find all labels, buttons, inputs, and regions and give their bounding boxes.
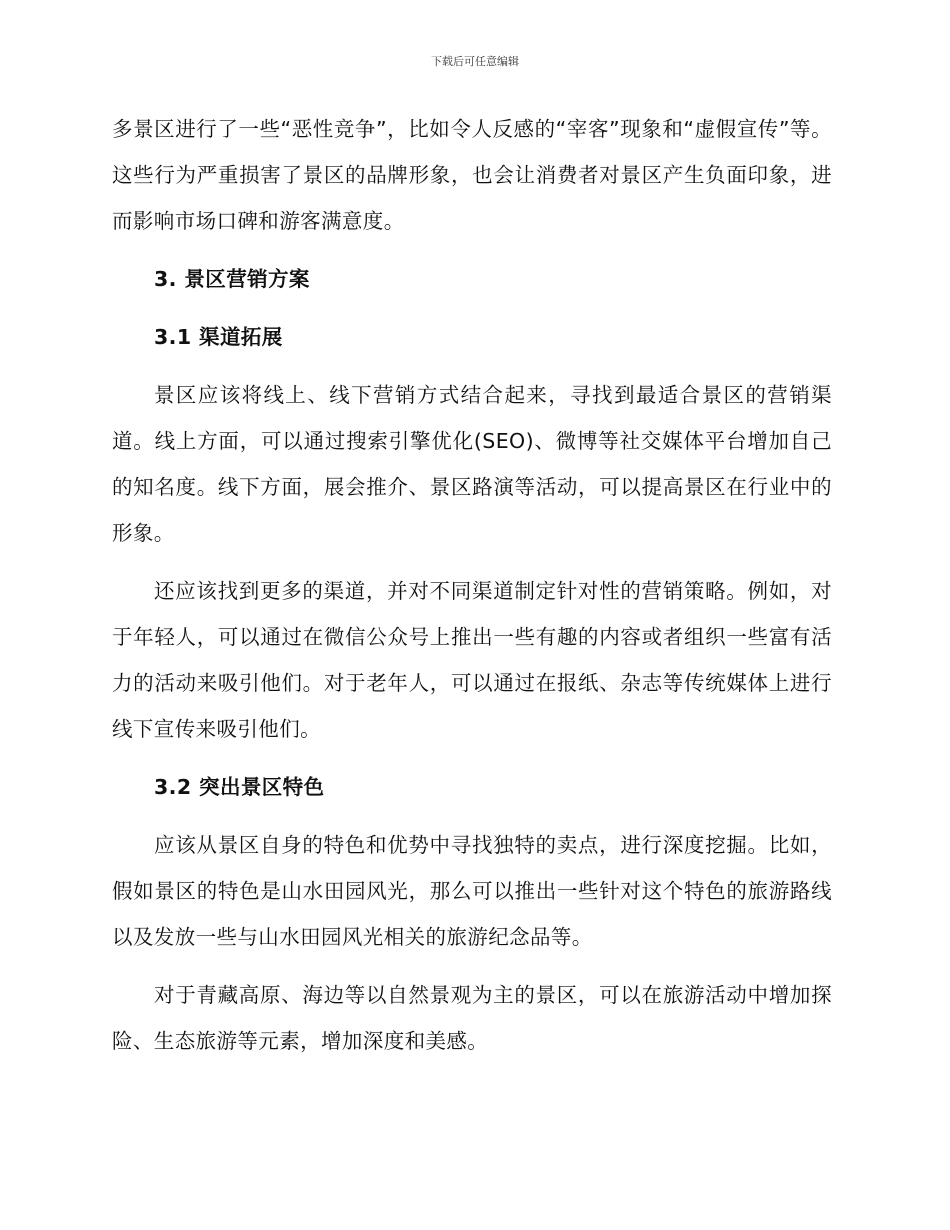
subsection-heading-3-1: 3.1 渠道拓展 xyxy=(154,325,283,349)
paragraph-channels-2: 还应该找到更多的渠道，并对不同渠道制定针对性的营销策略。例如，对于年轻人，可以通过在微信公众号上推出一些有趣的内容或者组织一些富有活力的活动来吸引他们。对于老年人，可以通过在报纸、杂志等传统媒体上进行线下宣传来吸引他们。 xyxy=(112,579,832,741)
document-body xyxy=(112,106,832,1064)
subsection-heading-3-2: 3.2 突出景区特色 xyxy=(154,775,325,799)
paragraph-channels-1: 景区应该将线上、线下营销方式结合起来，寻找到最适合景区的营销渠道。线上方面，可以通过搜索引擎优化(SEO)、微博等社交媒体平台增加自己的知名度。线下方面，展会推介、景区路演等活动，可以提高景区在行业中的形象。 xyxy=(112,383,832,545)
paragraph-features-2: 对于青藏高原、海边等以自然景观为主的景区，可以在旅游活动中增加探险、生态旅游等元素，增加深度和美感。 xyxy=(112,983,832,1053)
page-header: 下载后可任意编辑 xyxy=(431,55,519,68)
paragraph-features-1: 应该从景区自身的特色和优势中寻找独特的卖点，进行深度挖掘。比如，假如景区的特色是山水田园风光，那么可以推出一些针对这个特色的旅游路线以及发放一些与山水田园风光相关的旅游纪念品等。 xyxy=(112,833,832,949)
paragraph-intro: 多景区进行了一些“恶性竞争”，比如令人反感的“宰客”现象和“虚假宣传”等。这些行为严重损害了景区的品牌形象，也会让消费者对景区产生负面印象，进而影响市场口碑和游客满意度。 xyxy=(112,117,832,233)
section-heading-3: 3. 景区营销方案 xyxy=(154,267,310,291)
